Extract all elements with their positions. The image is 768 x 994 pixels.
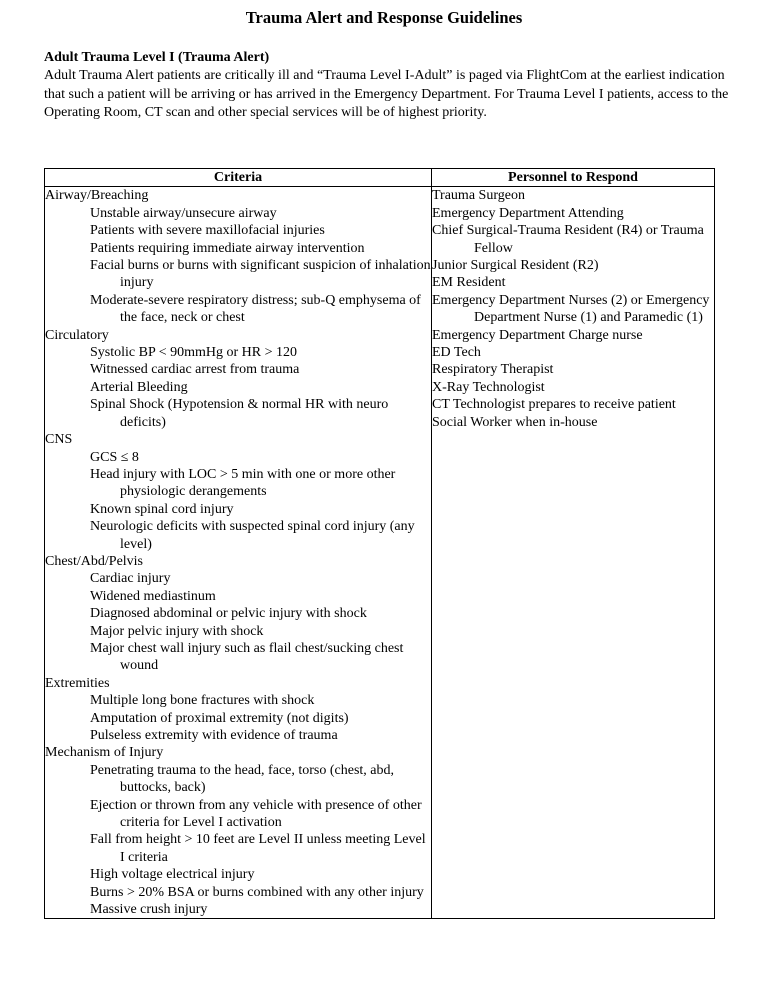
criteria-item: Neurologic deficits with suspected spinal cord injury (any level) [90, 519, 415, 552]
criteria-item: Major pelvic injury with shock [90, 623, 264, 639]
table-header-row [45, 169, 715, 187]
criteria-item: Major chest wall injury such as flail chest/sucking chest wound [90, 640, 404, 674]
personnel-item: Social Worker when in-house [432, 414, 598, 430]
criteria-item: Witnessed cardiac arrest from trauma [90, 362, 300, 378]
criteria-item: Facial burns or burns with significant suspicion of inhalation injury [90, 258, 431, 291]
personnel-item: Emergency Department Nurses (2) or Emergency Department Nurse (1) and Paramedic (1) [432, 292, 710, 326]
criteria-item: Fall from height > 10 feet are Level II unless meeting Level I criteria [90, 832, 426, 865]
personnel-header-cell [432, 169, 715, 187]
criteria-item: Moderate-severe respiratory distress; sub-Q emphysema of the face, neck or chest [90, 292, 421, 326]
criteria-item: Multiple long bone fractures with shock [90, 693, 315, 709]
personnel-item: Respiratory Therapist [432, 362, 554, 378]
personnel-item: CT Technologist prepares to receive patient [432, 397, 676, 413]
criteria-item: Arterial Bleeding [90, 379, 188, 395]
criteria-item: Known spinal cord injury [90, 501, 234, 517]
criteria-category: Airway/Breaching [45, 188, 149, 204]
criteria-table [44, 168, 715, 919]
criteria-header: Criteria [213, 170, 263, 185]
criteria-item: Pulseless extremity with evidence of trauma [90, 728, 338, 743]
personnel-header: Personnel to Respond [508, 170, 638, 185]
criteria-category: Circulatory [45, 327, 109, 343]
criteria-item: Penetrating trauma to the head, face, torso (chest, abd, buttocks, back) [90, 762, 394, 796]
criteria-category: Chest/Abd/Pelvis [45, 553, 144, 569]
criteria-item: GCS ≤ 8 [90, 449, 139, 465]
criteria-item: Amputation of proximal extremity (not digits) [90, 710, 349, 726]
criteria-item: Systolic BP < 90mmHg or HR > 120 [90, 345, 298, 361]
criteria-category: Mechanism of Injury [45, 745, 164, 761]
criteria-item: Ejection or thrown from any vehicle with presence of other criteria for Level I activation [90, 797, 422, 831]
criteria-item: Unstable airway/unsecure airway [90, 205, 277, 221]
criteria-list [45, 187, 432, 919]
criteria-item: High voltage electrical injury [90, 867, 255, 883]
personnel-item: ED Tech [432, 345, 481, 361]
criteria-item: Diagnosed abdominal or pelvic injury with shock [90, 606, 367, 622]
page-title: Trauma Alert and Response Guidelines [245, 8, 523, 27]
personnel-item: Emergency Department Attending [432, 205, 624, 221]
personnel-item: Junior Surgical Resident (R2) [432, 258, 599, 274]
table-body-row [45, 187, 715, 919]
intro-paragraph: Adult Trauma Alert patients are critically ill and “Trauma Level I-Adult” is paged via FlightCom at the earliest indication that such a patient will be arriving or has arrived in the Emergency Department. For Trauma Level I patients, access to the Operating Room, CT scan and other special services will be of highest priority. [44, 68, 729, 121]
criteria-item: Widened mediastinum [90, 588, 216, 604]
criteria-item: Patients with severe maxillofacial injuries [90, 223, 325, 239]
criteria-category: Extremities [45, 675, 110, 691]
personnel-item: EM Resident [432, 275, 506, 291]
section-heading: Adult Trauma Level I (Trauma Alert) [44, 50, 270, 65]
personnel-item: X-Ray Technologist [432, 379, 545, 395]
criteria-item: Burns > 20% BSA or burns combined with any other injury [90, 884, 424, 900]
criteria-item: Patients requiring immediate airway intervention [90, 240, 365, 256]
criteria-item: Spinal Shock (Hypotension & normal HR with neuro deficits) [90, 397, 389, 430]
personnel-list [432, 187, 715, 919]
criteria-item: Massive crush injury [90, 902, 208, 918]
criteria-item: Cardiac injury [90, 571, 171, 587]
personnel-item: Trauma Surgeon [432, 188, 525, 204]
criteria-item: Head injury with LOC > 5 min with one or more other physiologic derangements [90, 466, 396, 500]
criteria-header-cell [45, 169, 432, 187]
personnel-item: Emergency Department Charge nurse [432, 327, 643, 343]
personnel-item: Chief Surgical-Trauma Resident (R4) or Trauma Fellow [432, 223, 704, 256]
criteria-category: CNS [45, 432, 73, 448]
